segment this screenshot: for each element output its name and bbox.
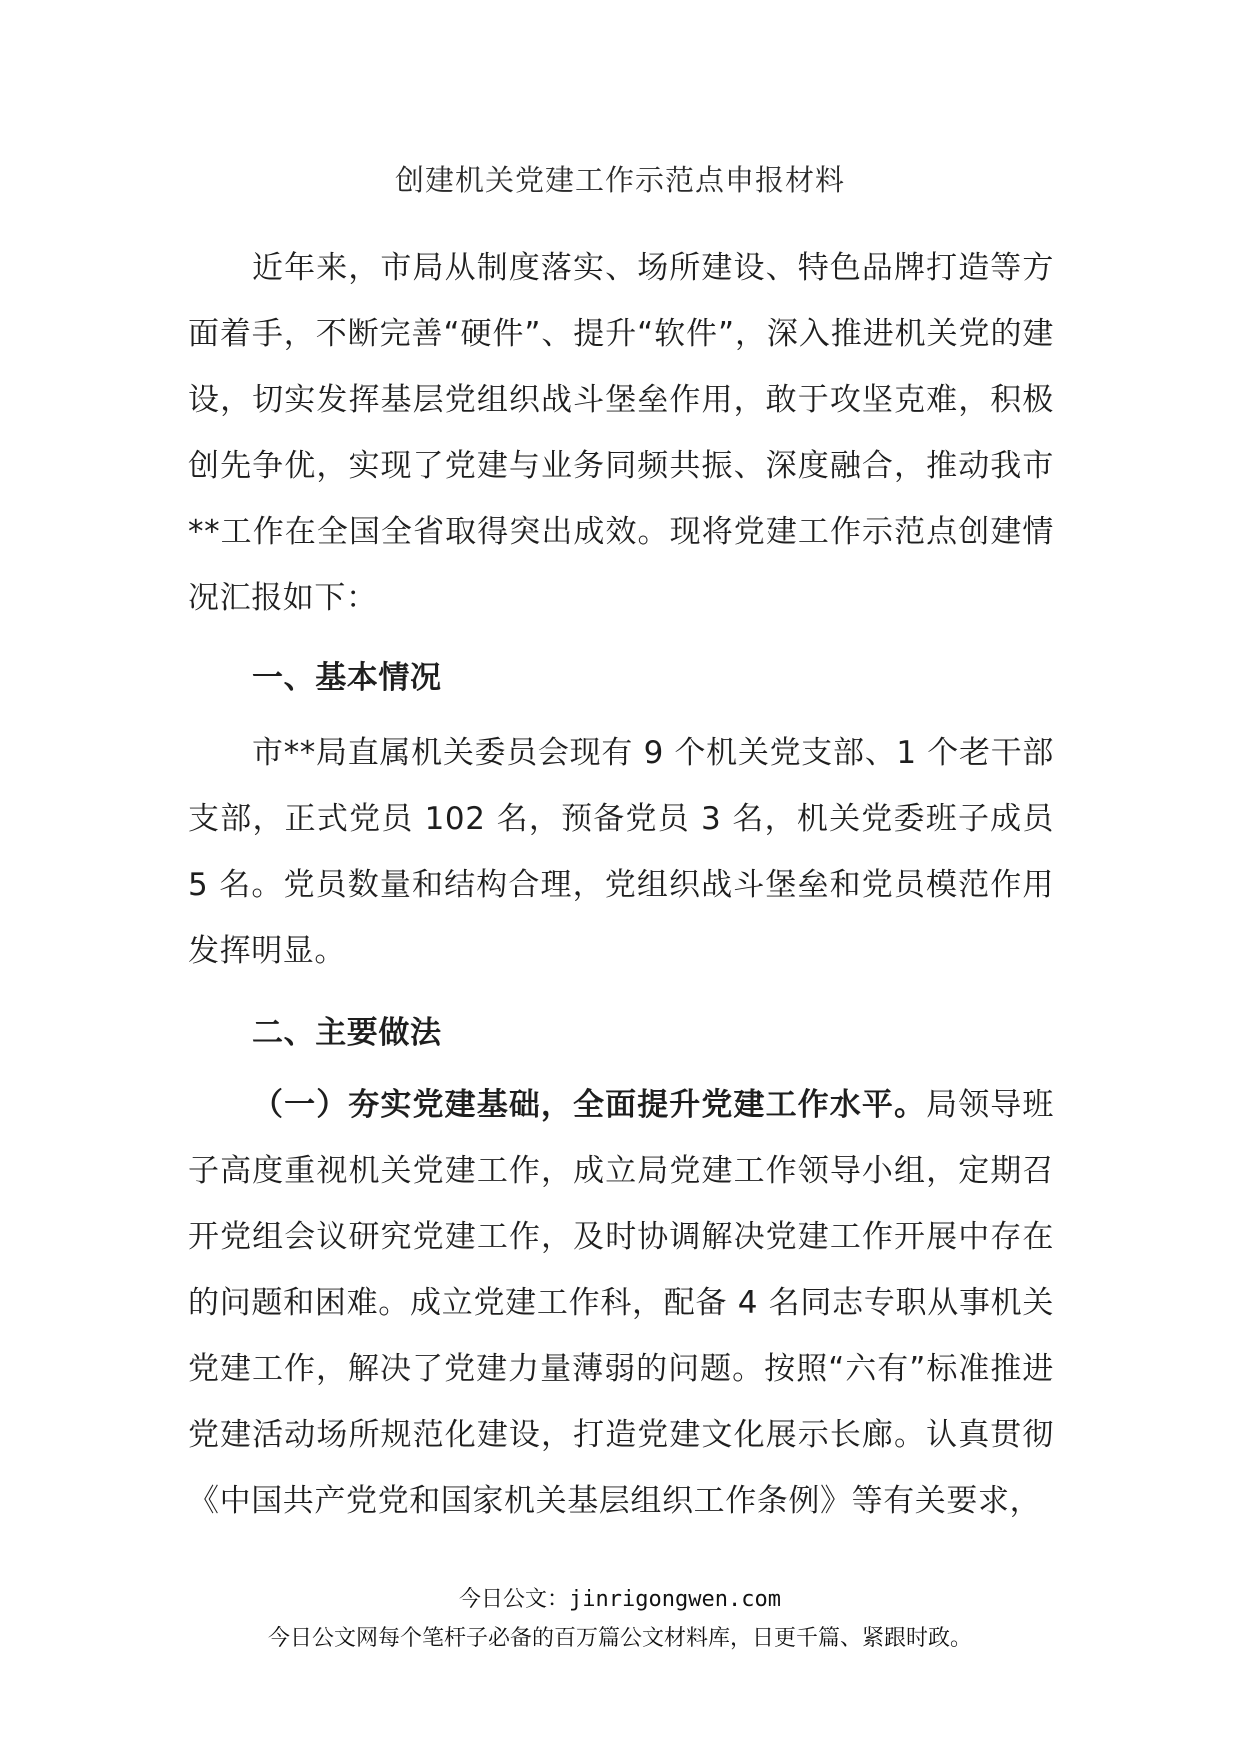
intro-paragraph: 近年来，市局从制度落实、场所建设、特色品牌打造等方面着手，不断完善“硬件”、提升“软件”，深入推进机关党的建设，切实发挥基层党组织战斗堡垒作用，敢于攻坚克难，积极创先争优，实现了党建与业务同频共振、深度融合，推动我市**工作在全国全省取得突出成效。现将党建工作示范点创建情况汇报如下： bbox=[188, 250, 1054, 616]
main-practices-paragraph bbox=[188, 1072, 1054, 1534]
section-heading-main-practices: 二、主要做法 bbox=[252, 1015, 442, 1051]
footer-site-line bbox=[0, 1585, 1240, 1615]
subsection-body: 局领导班子高度重视机关党建工作，成立局党建工作领导小组，定期召开党组会议研究党建工作，及时协调解决党建工作开展中存在的问题和困难。成立党建工作科，配备 4 名同志专职从事机关党建工作，解决了党建力量薄弱的问题。按照“六有”标准推进党建活动场所规范化建设，打造党建文化展示长廊。认真贯彻《中国共产党党和国家机关基层组织工作条例》等有关要求， bbox=[188, 1087, 1054, 1519]
footer-tagline: 今日公文网每个笔杆子必备的百万篇公文材料库，日更千篇、紧跟时政。 bbox=[267, 1626, 972, 1651]
subsection-title: （一）夯实党建基础，全面提升党建工作水平。 bbox=[252, 1087, 927, 1123]
basic-info-paragraph: 市**局直属机关委员会现有 9 个机关党支部、1 个老干部支部，正式党员 102 名，预备党员 3 名，机关党委班子成员 5 名。党员数量和结构合理，党组织战斗堡垒和党员模范作用发挥明显。 bbox=[188, 735, 1054, 969]
section-heading-basic-info: 一、基本情况 bbox=[252, 660, 442, 696]
document-title: 创建机关党建工作示范点申报材料 bbox=[394, 163, 845, 197]
footer-site-label: 今日公文： bbox=[459, 1587, 570, 1612]
footer-site-link[interactable]: jinrigongwen.com bbox=[569, 1587, 781, 1612]
